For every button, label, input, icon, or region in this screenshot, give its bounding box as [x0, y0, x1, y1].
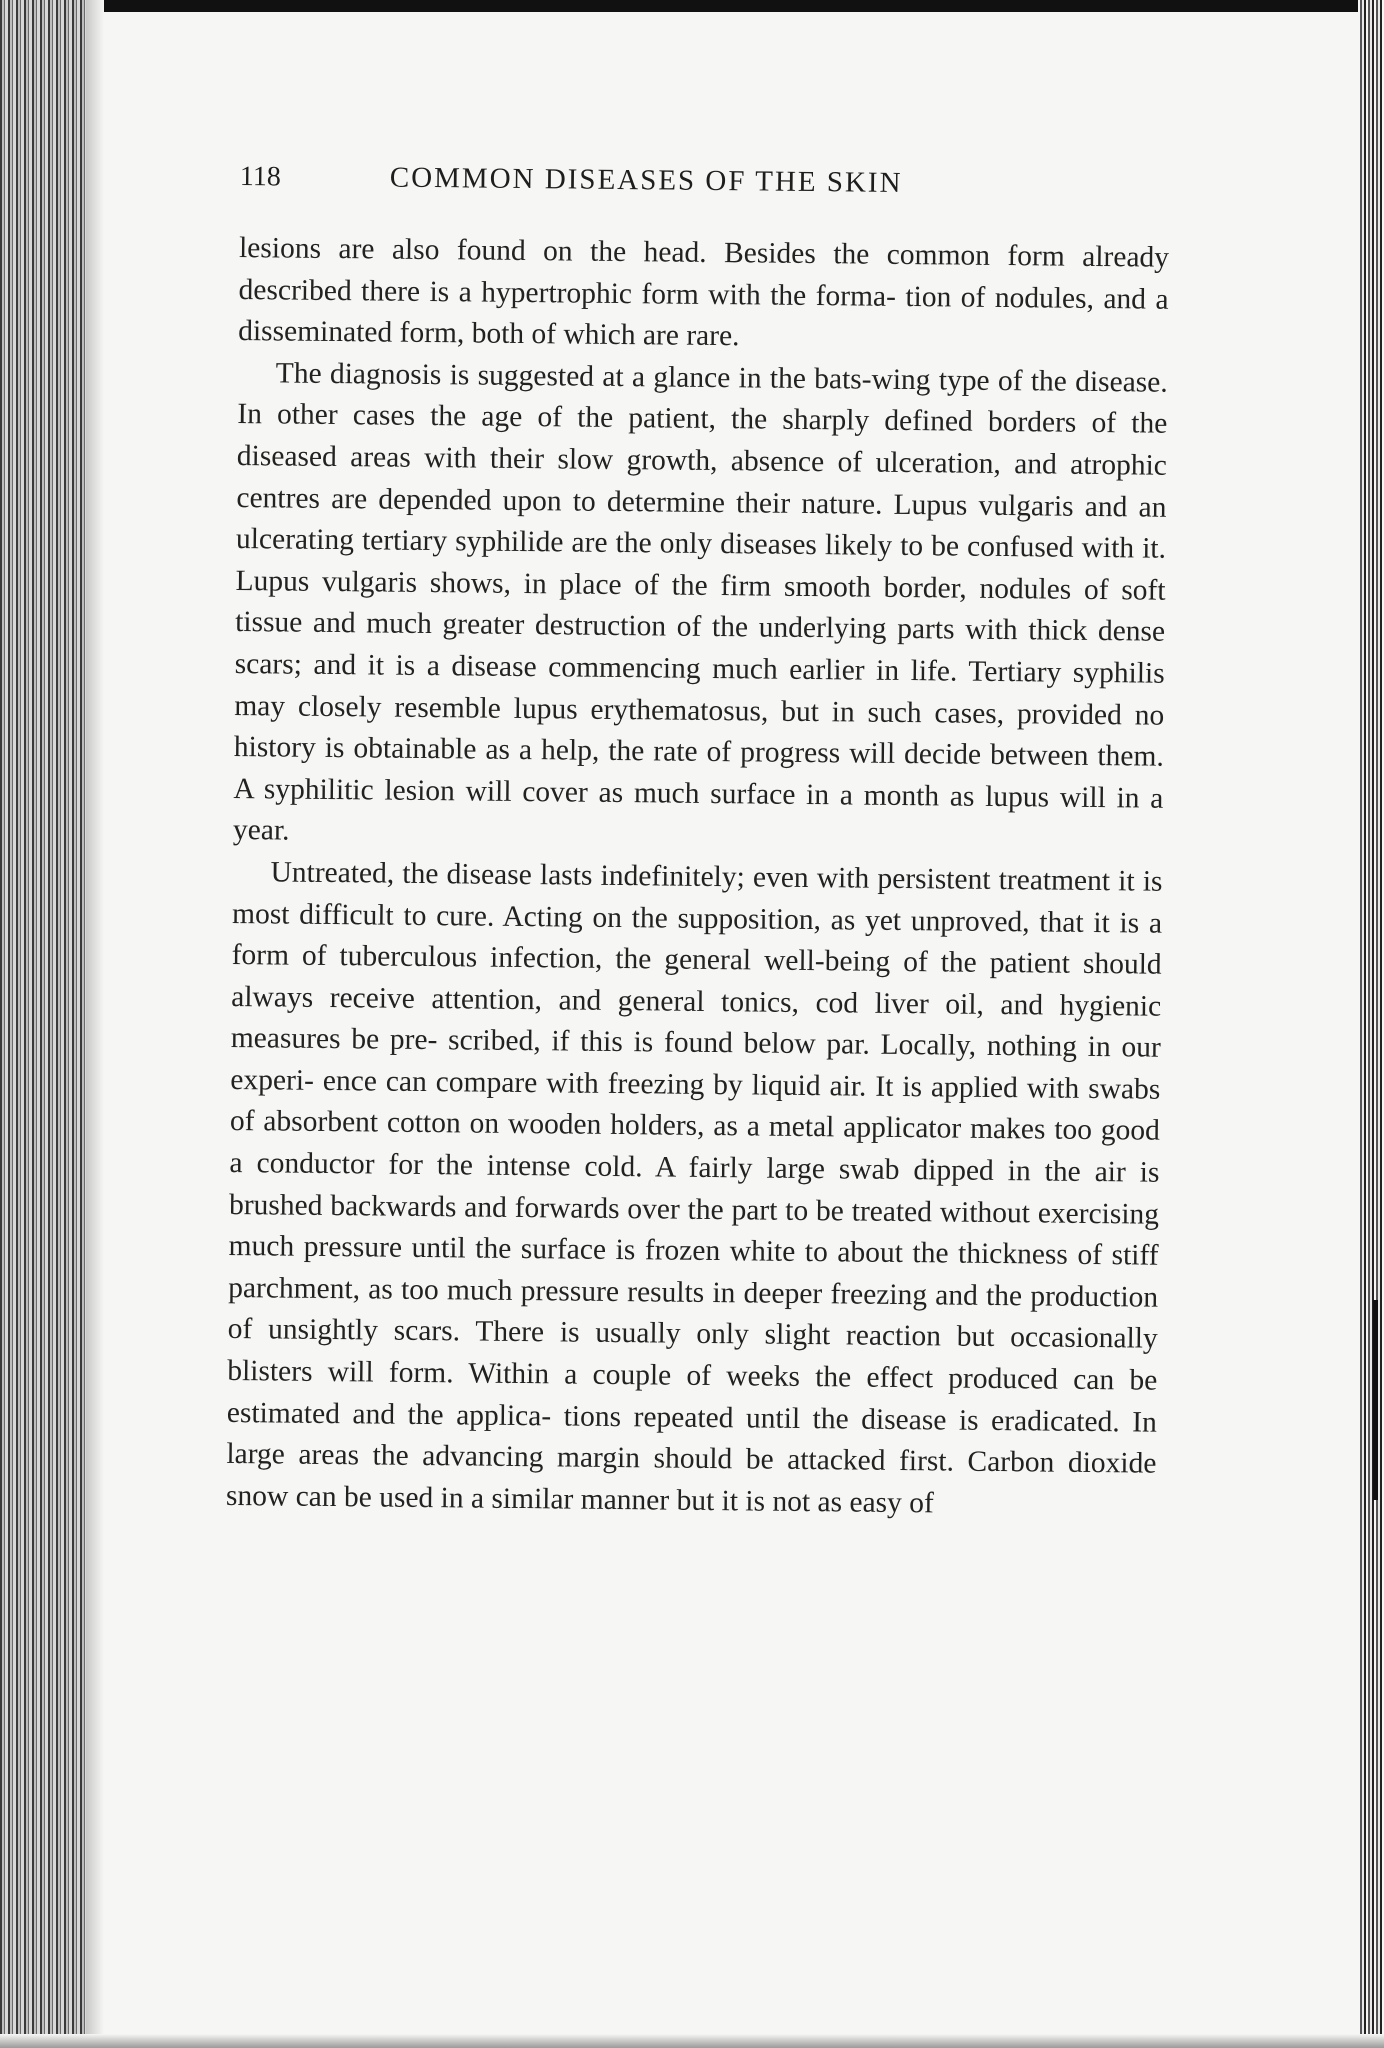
page-number: 118	[239, 160, 281, 193]
page-stack-edge	[1358, 0, 1384, 2048]
scanner-bottom-edge	[0, 2034, 1384, 2048]
running-title: COMMON DISEASES OF THE SKIN	[389, 161, 903, 199]
paragraph-2: The diagnosis is suggested at a glance in the bats-wing type of the disease. In other cases the age of the patient, the sharply defined borders of the diseased areas with their slow growth, absence of ulceration, and atrophic centres are depended upon to determine their nature. Lupus vulgaris and an ulcerating tertiary syphilide are the only diseases likely to be confused with it. Lupus vulgaris shows, in place of the firm smooth border, nodules of soft tissue and much greater destruction of the underlying parts with thick dense scars; and it is a disease commencing much earlier in life. Tertiary syphilis may closely resemble lupus erythematosus, but in such cases, provided no history is obtainable as a help, the rate of progress will decide between them. A syphilitic lesion will cover as much surface in a month as lupus will in a year.	[232, 357, 1168, 847]
running-head	[239, 160, 1170, 226]
paragraph-3: Untreated, the disease lasts indefinitely; even with persistent treatment it is most difficult to cure. Acting on the supposition, as yet unproved, that it is a form of tuberculous infection, the general well-being of the patient should always receive attention, and general tonics, cod liver oil, and hygienic measures be pre- scribed, if this is found below par. Locally, nothing in our experi- ence can compare with freezing by liquid air. It is applied with swabs of absorbent cotton on wooden holders, as a metal applicator makes too good a conductor for the intense cold. A fairly large swab dipped in the air is brushed backwards and forwards over the part to be treated without exercising much pressure until the surface is frozen white to about the thickness of stiff parchment, as too much pressure results in deeper freezing and the production of unsightly scars. There is usually only slight reaction but occasionally blisters will form. Within a couple of weeks the effect produced can be estimated and the applica- tions repeated until the disease is eradicated. In large areas the advancing margin should be attacked first. Carbon dioxide snow can be used in a similar manner but it is not as easy of	[225, 856, 1163, 1520]
gutter-shadow	[86, 0, 104, 2048]
scanner-top-edge	[0, 0, 1384, 12]
page-text-block	[226, 160, 1170, 1527]
page-edge-mark	[1373, 1300, 1378, 1500]
book-binding-edge	[0, 0, 86, 2048]
paragraph-1: lesions are also found on the head. Besides the common form already described there is a hypertrophic form with the forma- tion of nodules, and a disseminated form, both of which are rare.	[238, 231, 1170, 353]
